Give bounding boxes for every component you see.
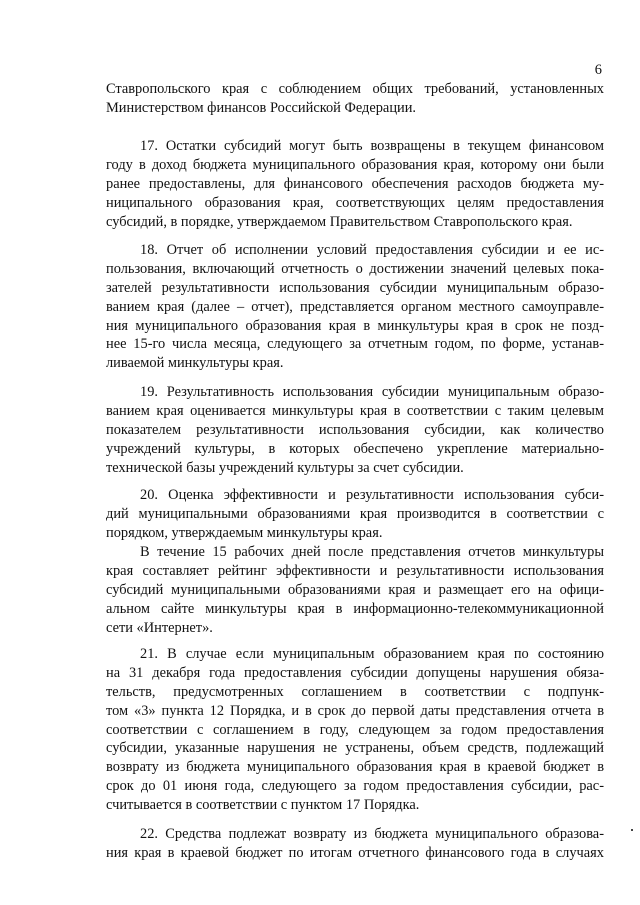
text-line: пользования, включающий отчетность о достижении значений целевых пока- (106, 260, 604, 277)
text-line: показателем результативности использования субсидии, как количество (106, 421, 604, 438)
paragraph-20-continued (106, 543, 604, 637)
text-line: 19. Результативность использования субсидии муниципальным образо- (140, 384, 604, 400)
scan-speck (631, 829, 633, 831)
text-line: учреждений культуры, в которых обеспечено укрепление материально- (106, 440, 604, 457)
text-line: 17. Остатки субсидий могут быть возвращены в текущем финансовом (140, 138, 604, 154)
text-line: ванием края оценивается минкультуры края в соответствии с таким целевым (106, 402, 604, 419)
text-line: субсидии, указанные нарушения не устранены, объем средств, подлежащий (106, 740, 604, 757)
text-line: 18. Отчет об исполнении условий предоставления субсидии и ее ис- (140, 242, 604, 258)
paragraph-20 (106, 486, 604, 543)
text-line: 22. Средства подлежат возврату из бюджета муниципального образова- (140, 826, 604, 842)
paragraph-19 (106, 383, 604, 477)
text-line: В течение 15 рабочих дней после представления отчетов минкультуры (140, 544, 604, 560)
text-line: 20. Оценка эффективности и результативности использования субси- (140, 487, 604, 503)
text-line: срок до 01 июня года, следующего за годом предоставления субсидии, рас- (106, 778, 604, 795)
paragraph-21 (106, 645, 604, 815)
text-line: Ставропольского края с соблюдением общих требований, установленных (106, 81, 604, 97)
text-line: ранее предоставлены, для финансового обеспечения расходов бюджета му- (106, 175, 604, 192)
text-line: соответствии с соглашением в году, следующем за годом предоставления (106, 721, 604, 738)
text-line: нее 15-го числа месяца, следующего за отчетным годом, по форме, устанав- (106, 336, 604, 353)
text-line: ливаемой минкультуры края. (106, 355, 284, 372)
text-line: ния муниципального образования края в минкультуры края в срок не позд- (106, 317, 604, 334)
page-number: 6 (594, 62, 602, 78)
text-line: году в доход бюджета муниципального образования края, которому они были (106, 156, 604, 173)
paragraph-continuation (106, 80, 604, 118)
paragraph-22 (106, 825, 604, 863)
text-line: края составляет рейтинг эффективности и результативности использования (106, 562, 604, 579)
text-line: субсидий муниципальными образованиями края и размещает его на офици- (106, 581, 604, 598)
text-line: зателей результативности использования субсидии муниципальным образо- (106, 279, 604, 296)
text-line: Министерством финансов Российской Федерации. (106, 99, 417, 116)
paragraph-18 (106, 241, 604, 373)
text-line: возврату из бюджета муниципального образования края в краевой бюджет в (106, 759, 604, 776)
text-line: технической базы учреждений культуры за счет субсидии. (106, 459, 464, 476)
text-line: ванием края (далее – отчет), представляется органом местного самоуправле- (106, 298, 604, 315)
text-line: альном сайте минкультуры края в информационно-телекоммуникационной (106, 600, 604, 617)
text-line: сети «Интернет». (106, 619, 213, 636)
text-line: 21. В случае если муниципальным образованием края по состоянию (140, 646, 604, 662)
text-line: дий муниципальными образованиями края производится в соответствии с (106, 505, 604, 522)
text-line: ния края в краевой бюджет по итогам отчетного финансового года в случаях (106, 844, 604, 861)
text-line: ниципального образования края, соответствующих целям предоставления (106, 194, 604, 211)
text-line: считывается в соответствии с пунктом 17 Порядка. (106, 797, 420, 814)
text-line: тельств, предусмотренных соглашением в соответствии с подпунк- (106, 683, 604, 700)
text-line: том «3» пункта 12 Порядка, и в срок до первой даты представления отчета в (106, 702, 604, 719)
text-line: порядком, утверждаемым минкультуры края. (106, 524, 383, 541)
text-line: на 31 декабря года предоставления субсидии допущены нарушения обяза- (106, 664, 604, 681)
text-line: субсидий, в порядке, утверждаемом Правительством Ставропольского края. (106, 213, 573, 230)
paragraph-17 (106, 137, 604, 231)
